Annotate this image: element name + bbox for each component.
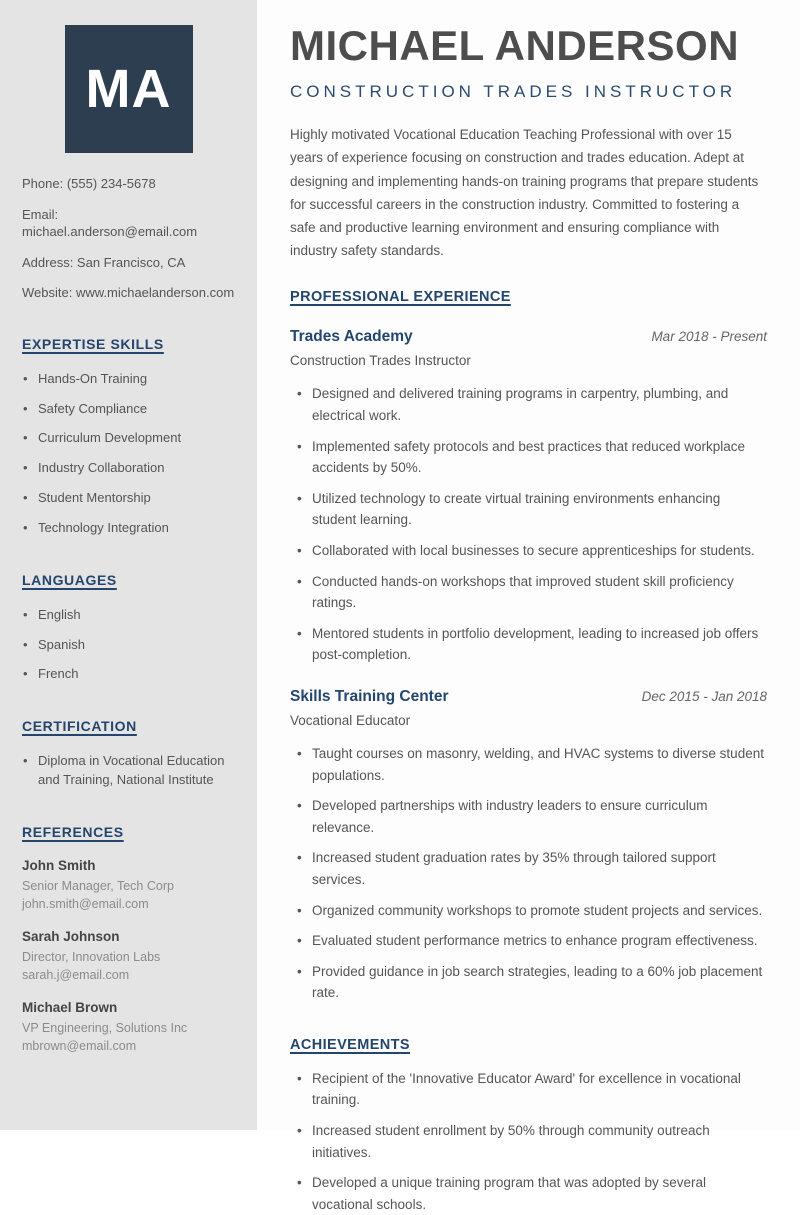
avatar-initials: MA: [85, 59, 172, 119]
skill-item: • Safety Compliance: [22, 400, 235, 419]
company-name: Skills Training Center: [290, 687, 449, 705]
achievements-heading: ACHIEVEMENTS: [290, 1036, 411, 1053]
experience-section: [290, 288, 767, 1003]
skill-item: • Curriculum Development: [22, 429, 235, 448]
certification-section: [22, 718, 235, 790]
job-bullet: • Utilized technology to create virtual training environments enhancing student learning.: [290, 488, 767, 531]
certification-item: • Diploma in Vocational Education and Training, National Institute: [22, 752, 235, 790]
job-bullet: • Taught courses on masonry, welding, and HVAC systems to diverse student populations.: [290, 743, 767, 786]
page-title: MICHAEL ANDERSON: [290, 22, 740, 69]
reference-name: Michael Brown: [22, 1000, 118, 1016]
job-header: [290, 328, 767, 346]
contact-phone: Phone: (555) 234-5678: [22, 176, 156, 191]
reference-email: john.smith@email.com: [22, 896, 149, 911]
contact-email: Email: michael.anderson@email.com: [22, 206, 198, 240]
achievements-list: [290, 1068, 767, 1215]
job-bullet: • Increased student graduation rates by 35% through tailored support services.: [290, 847, 767, 890]
reference-name: Sarah Johnson: [22, 929, 120, 945]
reference-person: [22, 929, 235, 984]
company-name: Trades Academy: [290, 328, 413, 346]
reference-role: Director, Innovation Labs: [22, 950, 161, 965]
job-header: [290, 688, 767, 706]
reference-name: John Smith: [22, 858, 96, 874]
expertise-skills-list: [22, 370, 235, 538]
job-bullet: • Evaluated student performance metrics to enhance program effectiveness.: [290, 930, 767, 952]
reference-person: [22, 858, 235, 913]
skill-item: • Industry Collaboration: [22, 459, 235, 478]
language-item: • French: [22, 665, 235, 684]
job-entry: [290, 688, 767, 1004]
expertise-skills-heading: EXPERTISE SKILLS: [22, 335, 164, 352]
languages-list: [22, 606, 235, 685]
experience-heading: PROFESSIONAL EXPERIENCE: [290, 289, 511, 306]
job-bullet-list: [290, 743, 767, 1004]
job-bullet: • Mentored students in portfolio development, leading to increased job offers post-completion.: [290, 623, 767, 666]
achievement-item: • Recipient of the 'Innovative Educator Award' for excellence in vocational training.: [290, 1068, 767, 1111]
reference-email: sarah.j@email.com: [22, 967, 130, 982]
achievement-item: • Increased student enrollment by 50% through community outreach initiatives.: [290, 1120, 767, 1163]
language-item: • English: [22, 606, 235, 625]
reference-person: [22, 1000, 235, 1055]
job-role: Construction Trades Instructor: [290, 353, 471, 369]
references-section: [22, 824, 235, 1055]
skill-item: • Student Mentorship: [22, 489, 235, 508]
language-item: • Spanish: [22, 636, 235, 655]
job-entry: [290, 328, 767, 666]
references-heading: REFERENCES: [22, 824, 124, 841]
reference-role: Senior Manager, Tech Corp: [22, 879, 174, 894]
achievements-section: [290, 1036, 767, 1215]
contact-address: Address: San Francisco, CA: [22, 254, 186, 270]
certification-list: [22, 752, 235, 790]
professional-title: CONSTRUCTION TRADES INSTRUCTOR: [290, 82, 737, 102]
reference-email: mbrown@email.com: [22, 1038, 137, 1053]
languages-heading: LANGUAGES: [22, 571, 117, 588]
main-content: [257, 0, 800, 1212]
skill-item: • Technology Integration: [22, 519, 235, 538]
job-bullet: • Designed and delivered training programs in carpentry, plumbing, and electrical work.: [290, 383, 767, 426]
job-role: Vocational Educator: [290, 712, 411, 728]
job-bullet: • Conducted hands-on workshops that improved student skill proficiency ratings.: [290, 571, 767, 614]
reference-role: VP Engineering, Solutions Inc: [22, 1021, 188, 1036]
job-bullet-list: [290, 383, 767, 666]
contact-website: Website: www.michaelanderson.com: [22, 285, 235, 301]
expertise-skills-section: [22, 336, 235, 538]
job-bullet: • Implemented safety protocols and best practices that reduced workplace accidents by 50%.: [290, 436, 767, 479]
avatar: [65, 25, 193, 153]
contact-info: [22, 175, 235, 302]
certification-heading: CERTIFICATION: [22, 718, 137, 735]
skill-item: • Hands-On Training: [22, 370, 235, 389]
job-bullet: • Provided guidance in job search strategies, leading to a 60% job placement rate.: [290, 961, 767, 1004]
job-dates: Dec 2015 - Jan 2018: [641, 688, 767, 704]
sidebar: [0, 0, 257, 1130]
job-dates: Mar 2018 - Present: [651, 329, 767, 345]
achievement-item: • Developed a unique training program that was adopted by several vocational schools.: [290, 1172, 767, 1215]
languages-section: [22, 572, 235, 685]
job-bullet: • Organized community workshops to promote student projects and services.: [290, 900, 767, 922]
job-bullet: • Developed partnerships with industry leaders to ensure curriculum relevance.: [290, 795, 767, 838]
job-bullet: • Collaborated with local businesses to secure apprenticeships for students.: [290, 540, 767, 562]
summary-paragraph: Highly motivated Vocational Education Teaching Professional with over 15 years of experience focusing on construction and trades education. Adept at designing and implementing hands-on training programs that prepare students for successful careers in the construction industry. Committed to fostering a safe and productive learning environment and ensuring compliance with industry safety standards.: [290, 127, 759, 259]
